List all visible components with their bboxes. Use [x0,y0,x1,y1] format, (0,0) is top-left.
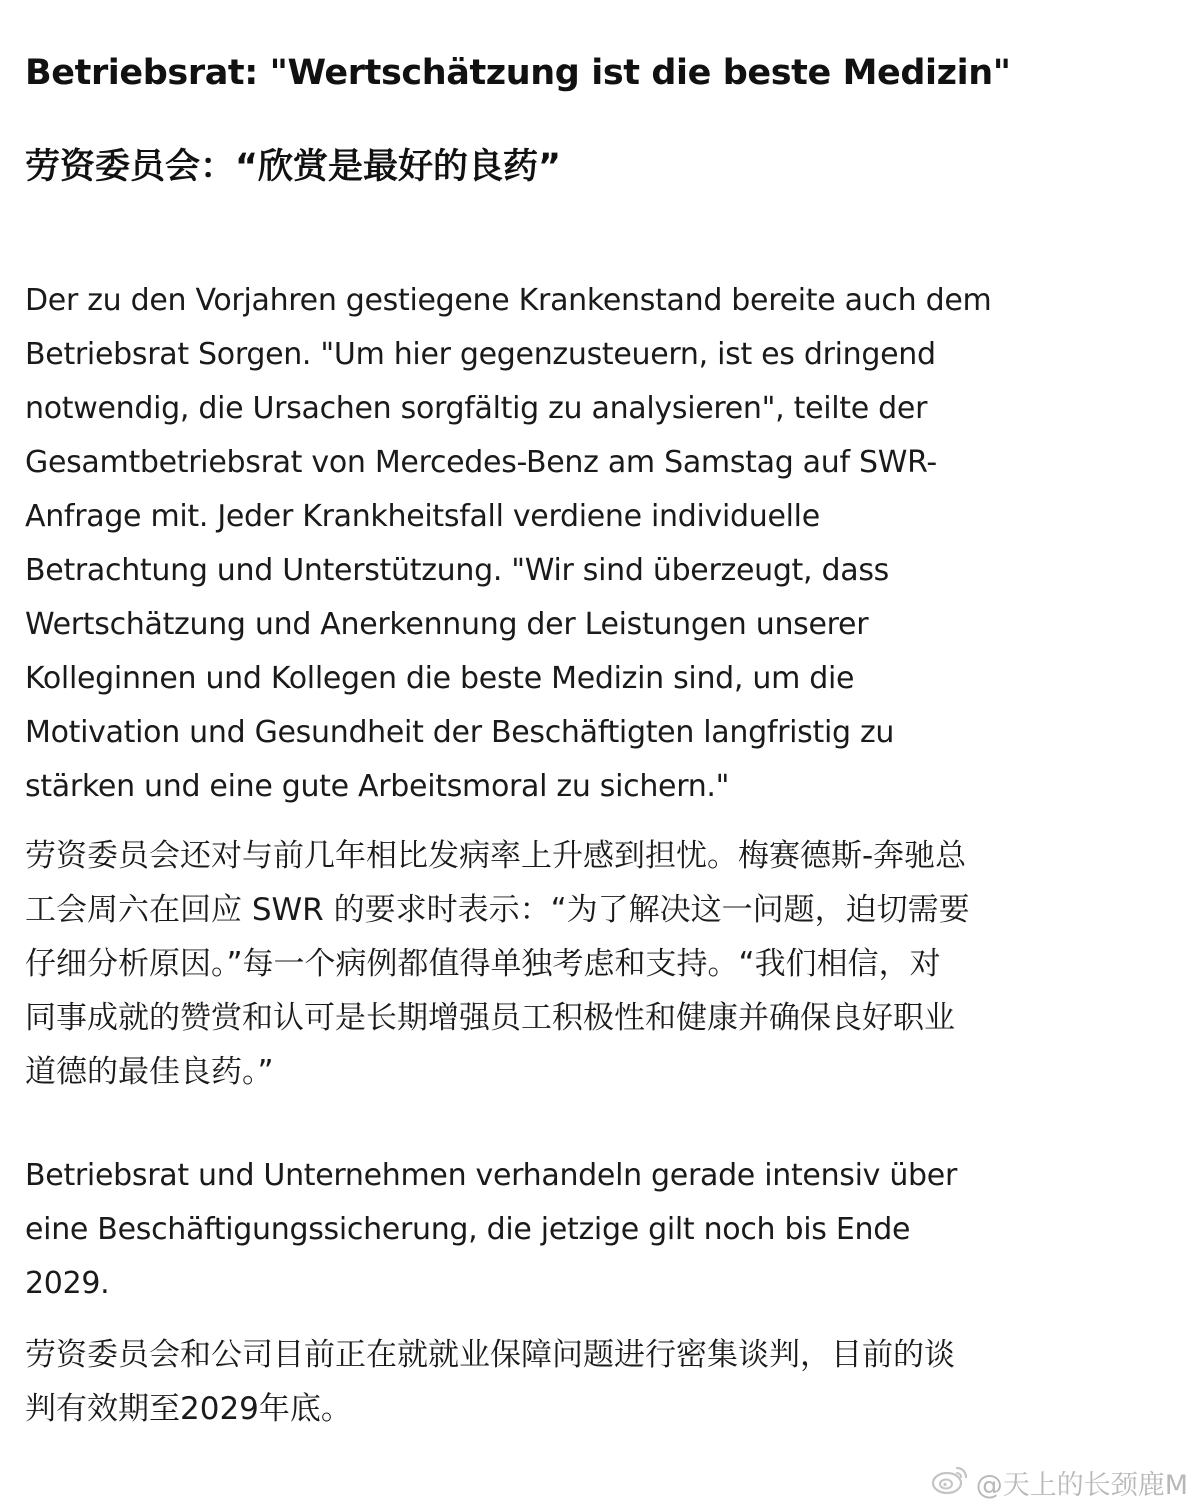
text-line: Der zu den Vorjahren gestiegene Krankenstand bereite auch dem [25,283,992,318]
text-line: Anfrage mit. Jeder Krankheitsfall verdiene individuelle [25,499,820,534]
weibo-icon [930,1463,970,1502]
text-line: 工会周六在回应 SWR 的要求时表示：“为了解决这一问题，迫切需要 [25,892,970,928]
text-line: stärken und eine gute Arbeitsmoral zu sichern." [25,769,730,804]
watermark-handle: @天上的长颈鹿M [975,1470,1188,1501]
text-line: 2029. [25,1266,110,1301]
text-line: 判有效期至2029年底。 [25,1391,352,1427]
paragraph-chinese-2 [25,1328,955,1436]
paragraph-german-1 [25,274,991,814]
text-line: notwendig, die Ursachen sorgfältig zu analysieren", teilte der [25,391,928,426]
text-line: eine Beschäftigungssicherung, die jetzige gilt noch bis Ende [25,1212,911,1247]
text-line: 同事成就的赞赏和认可是长期增强员工积极性和健康并确保良好职业 [25,1000,955,1036]
text-line: Betriebsrat und Unternehmen verhandeln gerade intensiv über [25,1158,957,1193]
text-line: 仔细分析原因。”每一个病例都值得单独考虑和支持。“我们相信，对 [25,946,941,982]
paragraph-german-2 [25,1149,957,1311]
text-line: 劳资委员会和公司目前正在就就业保障问题进行密集谈判，目前的谈 [25,1337,955,1373]
text-line: 道德的最佳良药。” [25,1054,274,1090]
headline-german: Betriebsrat: "Wertschätzung ist die beste Medizin" [25,53,1011,93]
headline-chinese: 劳资委员会：“欣赏是最好的良药” [25,147,562,187]
text-line: Gesamtbetriebsrat von Mercedes-Benz am Samstag auf SWR- [25,445,937,480]
text-line: Wertschätzung und Anerkennung der Leistungen unserer [25,607,869,642]
text-line: Motivation und Gesundheit der Beschäftigten langfristig zu [25,715,895,750]
text-line: Betriebsrat Sorgen. "Um hier gegenzusteuern, ist es dringend [25,337,936,372]
text-line: 劳资委员会还对与前几年相比发病率上升感到担忧。梅赛德斯-奔驰总 [25,838,967,874]
paragraph-chinese-1 [25,829,970,1099]
text-line: Kolleginnen und Kollegen die beste Medizin sind, um die [25,661,855,696]
text-line: Betrachtung und Unterstützung. "Wir sind überzeugt, dass [25,553,889,588]
watermark [930,1463,1188,1502]
